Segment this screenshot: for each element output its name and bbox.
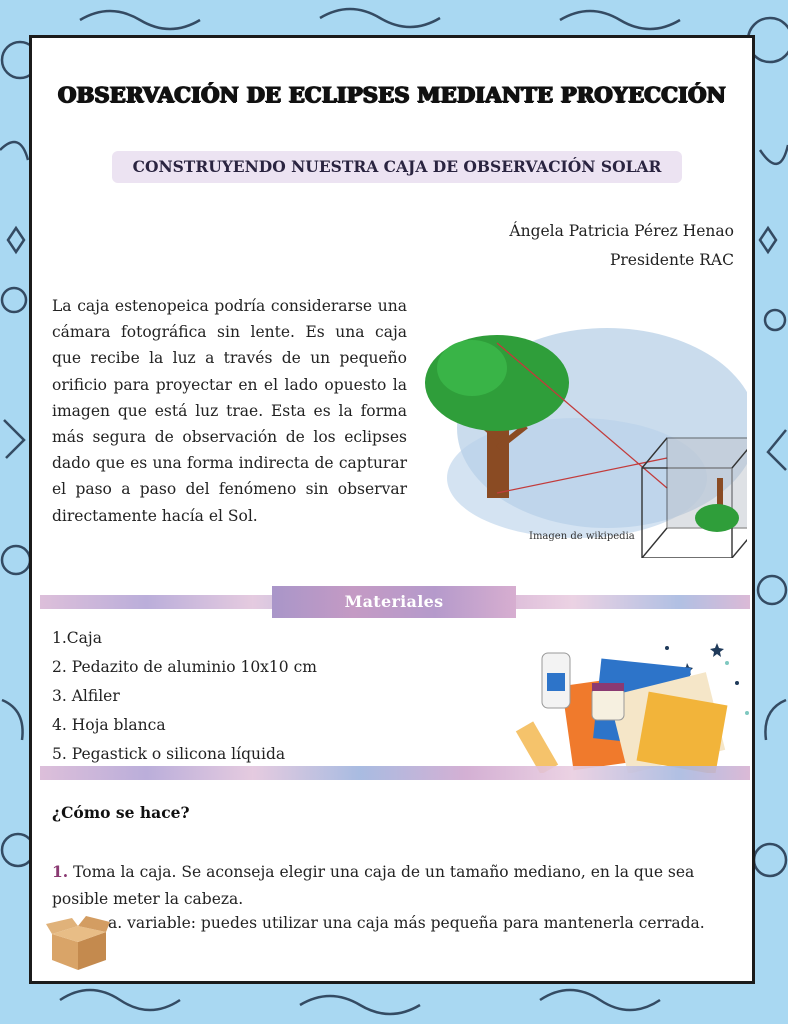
list-item: 4. Hoja blanca bbox=[52, 716, 166, 734]
how-to-heading: ¿Cómo se hace? bbox=[52, 803, 190, 822]
list-item: 3. Alfiler bbox=[52, 687, 120, 705]
pinhole-camera-illustration bbox=[417, 308, 747, 558]
author-name: Ángela Patricia Pérez Henao bbox=[509, 222, 734, 240]
list-item: 1.Caja bbox=[52, 629, 102, 647]
author-block bbox=[509, 217, 734, 275]
craft-supplies-illustration bbox=[467, 623, 755, 773]
intro-paragraph: La caja estenopeica podría considerarse una cámara fotográfica sin lente. Es una caja que recibe la luz a través de un pequeño orificio para proyectar en el lado opuesto la imagen que está luz trae. Esta es la forma más segura de observación de los eclipses dado que es una forma indirecta de capturar el paso a paso del fenómeno sin observar directamente hacía el Sol. bbox=[52, 297, 407, 525]
author-role: Presidente RAC bbox=[609, 251, 734, 269]
step-1 bbox=[52, 858, 738, 913]
watercolor-band-bottom bbox=[40, 766, 750, 780]
step-number: 1. bbox=[52, 862, 69, 881]
list-item: 2. Pedazito de aluminio 10x10 cm bbox=[52, 658, 317, 676]
materials-heading: Materiales bbox=[272, 586, 516, 618]
document-card bbox=[29, 35, 755, 984]
cardboard-box-icon bbox=[46, 912, 110, 972]
illustration-caption: Imagen de wikipedia bbox=[529, 531, 635, 542]
step-text: Toma la caja. Se aconseja elegir una caja de un tamaño mediano, en la que sea posible meter la cabeza. bbox=[52, 863, 695, 908]
subtitle-banner: CONSTRUYENDO NUESTRA CAJA DE OBSERVACIÓN SOLAR bbox=[112, 151, 682, 183]
materials-list bbox=[52, 624, 317, 769]
page-title: OBSERVACIÓN DE ECLIPSES MEDIANTE PROYECCIÓN bbox=[57, 82, 727, 107]
list-item: 5. Pegastick o silicona líquida bbox=[52, 745, 286, 763]
step-1a: a. variable: puedes utilizar una caja más pequeña para mantenerla cerrada. bbox=[108, 914, 705, 932]
